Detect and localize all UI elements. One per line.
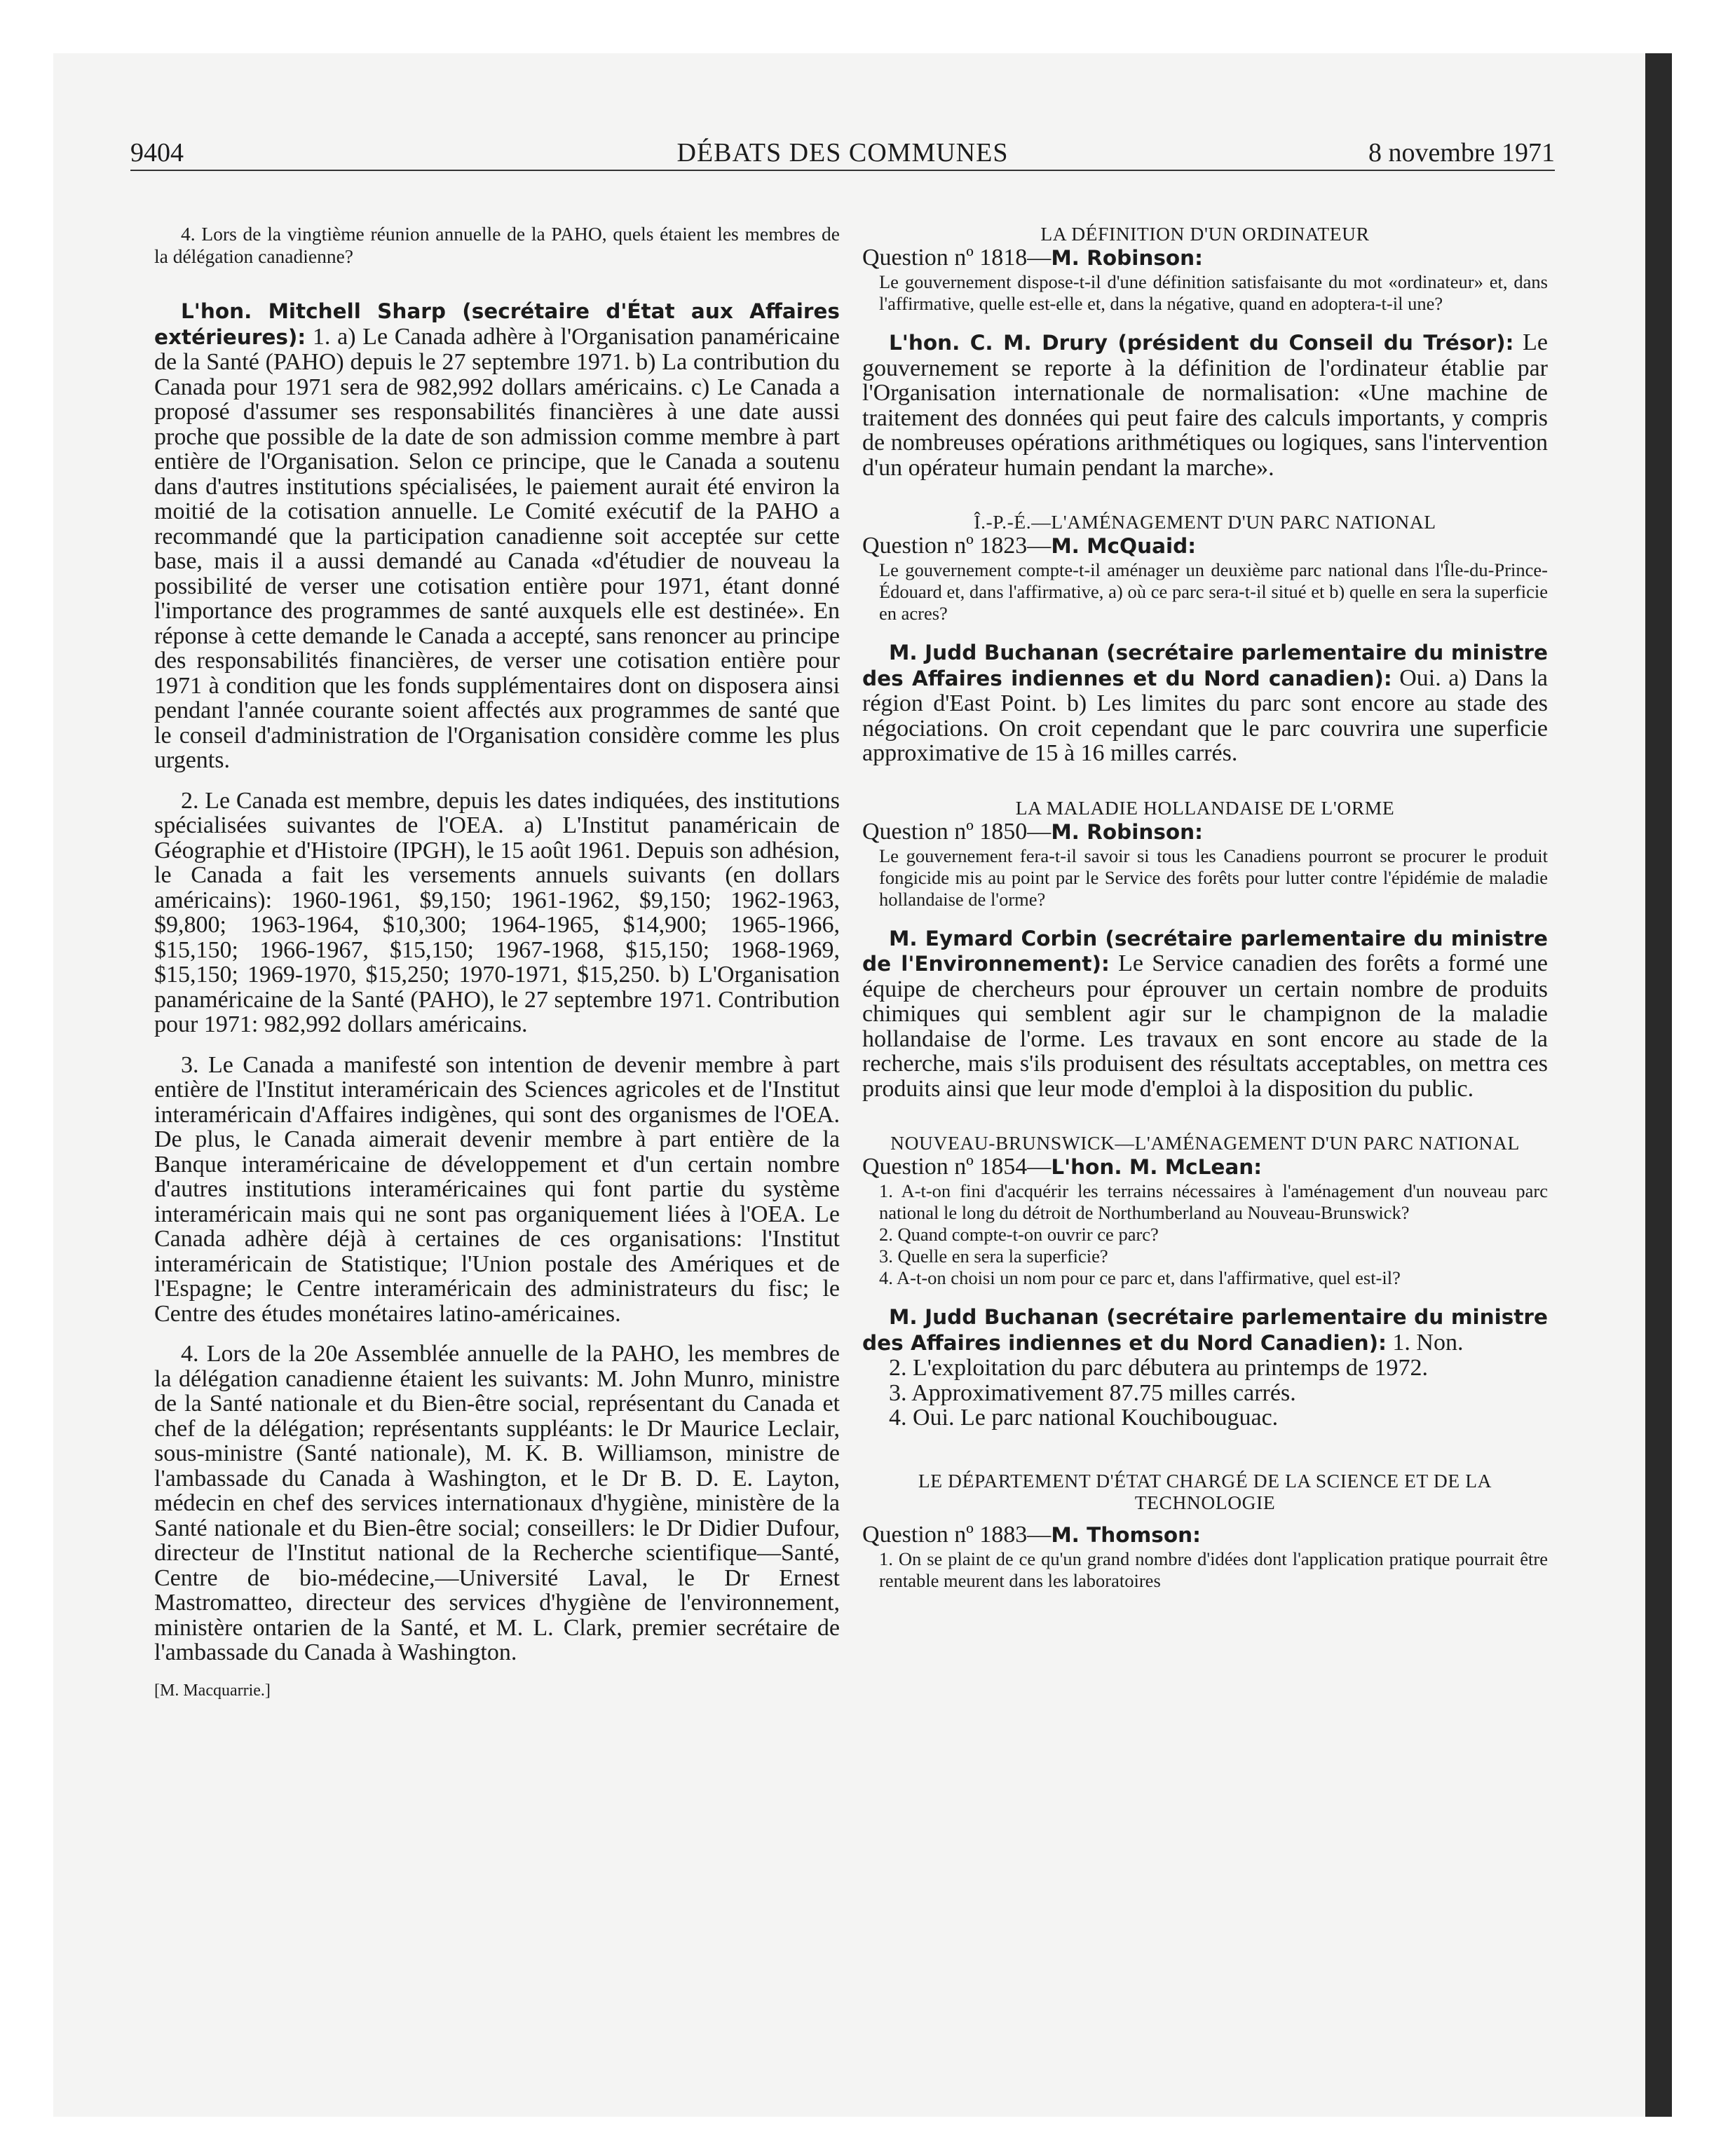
answer-item: 2. L'exploitation du parc débutera au printemps de 1972.: [889, 1355, 1429, 1381]
question-text: Le gouvernement compte-t-il aménager un deuxième parc national dans l'Île-du-Prince-Édouard et, dans l'affirmative, a) où ce parc sera-t-il situé et b) quelle en sera la superficie en acres?: [879, 559, 1548, 624]
question-text: Le gouvernement fera-t-il savoir si tous les Canadiens pourront se procurer le produit fongicide mis au point par le Service des forêts pour lutter contre l'épidémie de maladie hollandaise de l'orme?: [879, 845, 1548, 910]
answer-text: Le Service canadien des forêts a formé une équipe de chercheurs pour éprouver un certain nombre de produits chimiques qui semblent agir sur le champignon de la maladie hollandaise de l'orme. Les travaux en sont encore au stade de la recherche, mais s'ils produisent des résultats acceptables, on mettra ces produits ainsi que leur mode d'emploi à la disposition du public.: [862, 950, 1548, 1102]
question-line: [862, 1154, 1548, 1180]
question-asker: M. Robinson:: [1051, 246, 1203, 270]
page-number: 9404: [130, 138, 184, 168]
question-number: Question nº 1850—: [862, 818, 1052, 845]
answer-paragraph: [862, 926, 1548, 1102]
sub-question: 2. Quand compte-t-on ouvrir ce parc?: [879, 1224, 1159, 1245]
answer-paragraph: [862, 1304, 1548, 1356]
question-line: [862, 245, 1548, 271]
sub-question: 1. A-t-on fini d'acquérir les terrains nécessaires à l'aménagement d'un nouveau parc national le long du détroit de Northumberland au Nouveau-Brunswick?: [879, 1180, 1548, 1223]
question-number: Question nº 1883—: [862, 1521, 1052, 1548]
question-line: [862, 819, 1548, 845]
question-line: [862, 1522, 1548, 1548]
answer-paragraph-1: [154, 299, 840, 773]
question-text: Le gouvernement dispose-t-il d'une définition satisfaisante du mot «ordinateur» et, dans l'affirmative, quelle est-elle et, dans la négative, quand en adoptera-t-il une?: [879, 271, 1548, 314]
answer-text: Le gouvernement se reporte à la définition de l'ordinateur établie par l'Organisation internationale de normalisation: «Une machine de traitement des données qui peut faire des calculs importants, y compris de nombreuses opérations arithmétiques ou logiques, sans l'intervention d'un opérateur humain pendant la marche».: [862, 329, 1549, 481]
question-number: Question nº 1818—: [862, 245, 1052, 271]
speaker-name: M. Eymard Corbin (secrétaire parlementaire du ministre de l'Environnement):: [862, 926, 1548, 976]
left-column: [154, 223, 840, 2089]
issue-date: 8 novembre 1971: [1368, 138, 1555, 168]
section-heading: LA DÉFINITION D'UN ORDINATEUR: [1040, 223, 1370, 245]
answer-paragraph-4: 4. Lors de la 20e Assemblée annuelle de la PAHO, les membres de la délégation canadienne étaient les suivants: M. John Munro, ministre de la Santé nationale et du Bien-être social, représentant du Canada et chef de la délégation; représentants suppléants: le Dr Maurice Leclair, sous-ministre (Santé nationale), M. K. B. Williamson, ministre de l'ambassade du Canada à Washington, et le Dr B. D. E. Layton, médecin en chef des services internationaux d'hygiène, ministère de la Santé nationale et du Bien-être social; conseillers: le Dr Didier Dufour, directeur de l'Institut national de la Recherche scientifique—Santé, Centre de bio-médecine,—Université Laval, le Dr Ernest Mastromatteo, directeur des services d'hygiène de l'environnement, ministère ontarien de la Santé, et M. L. Clark, premier secrétaire de l'ambassade du Canada à Washington.: [154, 1341, 840, 1665]
section-heading: NOUVEAU-BRUNSWICK—L'AMÉNAGEMENT D'UN PARC NATIONAL: [890, 1132, 1520, 1154]
question-line: [862, 533, 1548, 559]
question-asker: M. McQuaid:: [1051, 534, 1196, 558]
question-text: 1. On se plaint de ce qu'un grand nombre d'idées dont l'application pratique pourrait être rentable meurent dans les laboratoires: [879, 1548, 1548, 1591]
speaker-name: L'hon. C. M. Drury (président du Conseil du Trésor):: [889, 331, 1514, 355]
question-number: Question nº 1854—: [862, 1154, 1052, 1180]
speaker-footnote: [M. Macquarrie.]: [154, 1681, 271, 1700]
section-heading: LE DÉPARTEMENT D'ÉTAT CHARGÉ DE LA SCIENCE ET DE LA TECHNOLOGIE: [918, 1469, 1492, 1513]
answer-paragraph: [862, 640, 1548, 766]
right-column: [862, 223, 1548, 2089]
question-number: Question nº 1823—: [862, 533, 1052, 559]
answer-text: 1. a) Le Canada adhère à l'Organisation panaméricaine de la Santé (PAHO) depuis le 27 septembre 1971. b) La contribution du Canada pour 1971 sera de 982,992 dollars américains. c) Le Canada a proposé d'assumer ses responsabilités financières à une date aussi proche que possible de la date de son admission comme membre à part entière de l'Organisation. Selon ce principe, que le Canada a soutenu dans d'autres institutions spécialisées, le paiement aurait été environ la moitié de la cotisation annuelle. Le Comité exécutif de la PAHO a recommandé que la participation canadienne soit acceptée sur cette base, mais il a aussi demandé au Canada «d'étudier de nouveau la possibilité de verser une cotisation entière pour 1971, étant donné l'importance des programmes de santé auxquels elle est destinée». En réponse à cette demande le Canada a accepté, sans renoncer au principe des responsabilités financières, de verser une cotisation entière pour 1971 à condition que les fonds supplémentaires dont on disposera ainsi pendant l'année courante soient affectés aux programmes de santé que le conseil d'administration de l'Organisation considère comme les plus urgents.: [154, 323, 841, 773]
sub-question: 4. A-t-on choisi un nom pour ce parc et, dans l'affirmative, quel est-il?: [879, 1267, 1401, 1288]
answer-item: 4. Oui. Le parc national Kouchibouguac.: [889, 1405, 1279, 1431]
speaker-name: M. Judd Buchanan (secrétaire parlementaire du ministre des Affaires indiennes et du Nord canadien):: [862, 641, 1548, 690]
question-asker: M. Thomson:: [1051, 1522, 1201, 1547]
question-asker: M. Robinson:: [1051, 819, 1203, 844]
answer-paragraph-2: 2. Le Canada est membre, depuis les dates indiquées, des institutions spécialisées suivantes de l'OEA. a) L'Institut panaméricain de Géographie et d'Histoire (IPGH), le 15 août 1961. Depuis son adhésion, le Canada a fait les versements annuels suivants (en dollars américains): 1960-1961, $9,150; 1961-1962, $9,150; 1962-1963, $9,800; 1963-1964, $10,300; 1964-1965, $14,900; 1965-1966, $15,150; 1966-1967, $15,150; 1967-1968, $15,150; 1968-1969, $15,150; 1969-1970, $15,250; 1970-1971, $15,250. b) L'Organisation panaméricaine de la Santé (PAHO), le 27 septembre 1971. Contribution pour 1971: 982,992 dollars américains.: [154, 787, 840, 1037]
publication-title: DÉBATS DES COMMUNES: [676, 138, 1009, 168]
answer-item: 3. Approximativement 87.75 milles carrés.: [889, 1379, 1296, 1406]
speaker-name: L'hon. Mitchell Sharp (secrétaire d'État aux Affaires extérieures):: [154, 299, 840, 349]
answer-paragraph: [862, 330, 1548, 480]
sub-question: 3. Quelle en sera la superficie?: [879, 1246, 1108, 1267]
answer-paragraph-3: 3. Le Canada a manifesté son intention de devenir membre à part entière de l'Institut interaméricain des Sciences agricoles et de l'Institut interaméricain d'Affaires indigènes, qui sont des organismes de l'OEA. De plus, le Canada aimerait devenir membre à part entière de la Banque interaméricaine de développement et d'un certain nombre d'autres institutions interaméricaines qui font partie du système interaméricain mais qui ne sont pas organiquement liées à l'OEA. Le Canada adhère déjà à certaines de ces organisations: l'Institut interaméricain de Statistique; l'Union postale des Amériques et de l'Espagne; le Centre interaméricain des administrateurs du fisc; le Centre des études monétaires latino-américaines.: [154, 1051, 840, 1327]
question-4-text: 4. Lors de la vingtième réunion annuelle de la PAHO, quels étaient les membres de la délégation canadienne?: [154, 223, 840, 267]
binding-edge: [1645, 53, 1672, 2117]
question-asker: L'hon. M. McLean:: [1051, 1155, 1263, 1179]
answer-text: 1. Non.: [1392, 1329, 1464, 1356]
section-heading: LA MALADIE HOLLANDAISE DE L'ORME: [1015, 796, 1395, 819]
section-heading: Î.-P.-É.—L'AMÉNAGEMENT D'UN PARC NATIONAL: [974, 511, 1436, 533]
answer-text: Oui. a) Dans la région d'East Point. b) Les limites du parc sont encore au stade des négociations. On croit cependant que le parc couvrira une superficie approximative de 15 à 16 milles carrés.: [862, 664, 1549, 766]
speaker-name: M. Judd Buchanan (secrétaire parlementaire du ministre des Affaires indiennes et du Nord Canadien):: [862, 1305, 1548, 1355]
running-header: [130, 137, 1555, 171]
